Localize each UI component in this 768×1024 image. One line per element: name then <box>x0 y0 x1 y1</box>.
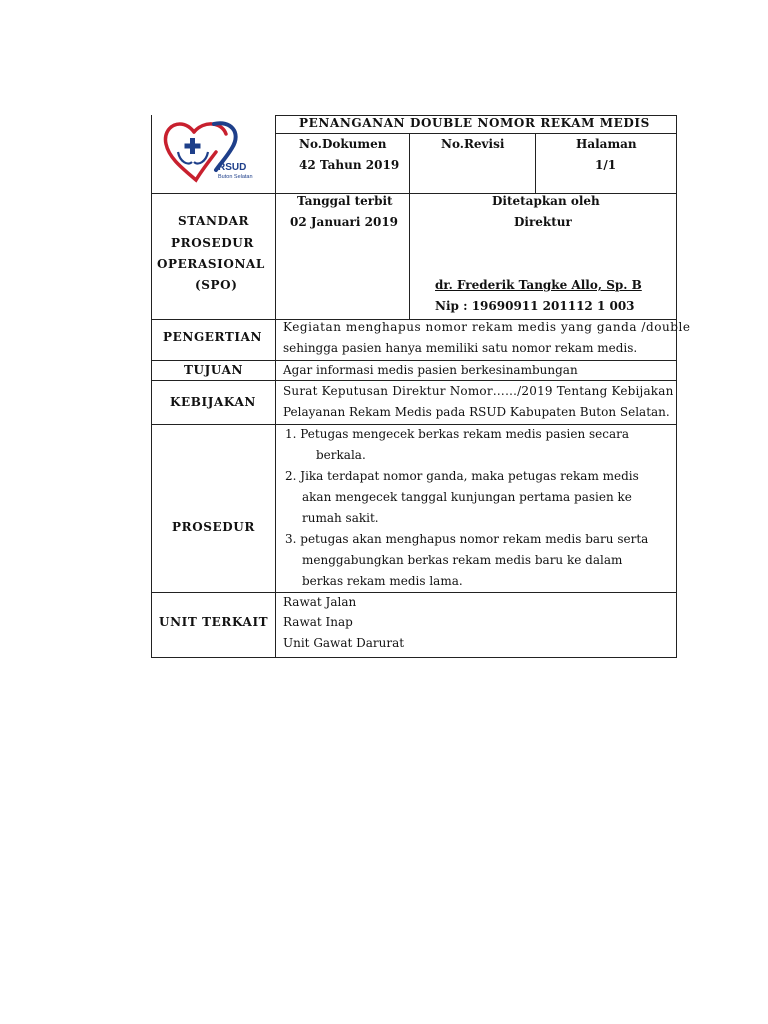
pengertian-bottom-divider <box>151 360 677 361</box>
tanggal-terbit-label: Tanggal terbit <box>297 194 393 208</box>
header-column-divider-1 <box>409 133 410 320</box>
halaman-label: Halaman <box>576 137 637 151</box>
spo-line-3: OPERASIONAL <box>157 257 265 271</box>
kebijakan-line-2: Pelayanan Rekam Medis pada RSUD Kabupaten Buton Selatan. <box>283 405 670 419</box>
tujuan-text: Agar informasi medis pasien berkesinambungan <box>283 363 578 377</box>
table-border-left <box>151 115 152 658</box>
no-dokumen-label: No.Dokumen <box>299 137 387 151</box>
cross-horizontal <box>185 144 201 149</box>
logo-rsud-text: RSUD <box>218 162 247 173</box>
prosedur-line-5: rumah sakit. <box>302 511 379 525</box>
hands-left <box>178 152 192 164</box>
logo-subtext: Buton Selatan <box>218 174 253 180</box>
signer-nip: Nip : 19690911 201112 1 003 <box>435 299 635 313</box>
tujuan-label: TUJUAN <box>184 363 244 377</box>
header-column-divider-2 <box>535 133 536 194</box>
signer-name: dr. Frederik Tangke Allo, Sp. B <box>435 278 642 292</box>
direktur-label: Direktur <box>514 215 572 229</box>
prosedur-line-7: menggabungkan berkas rekam medis baru ke dalam <box>302 553 623 567</box>
pengertian-line-2: sehingga pasien hanya memiliki satu nomor rekam medis. <box>283 341 638 355</box>
prosedur-line-1: 1. Petugas mengecek berkas rekam medis pasien secara <box>285 427 630 441</box>
kebijakan-label: KEBIJAKAN <box>170 395 256 409</box>
pengertian-label: PENGERTIAN <box>163 330 263 344</box>
header-title-divider <box>275 133 677 134</box>
ditetapkan-label: Ditetapkan oleh <box>492 194 600 208</box>
unit-terkait-label: UNIT TERKAIT <box>159 615 269 629</box>
prosedur-line-6: 3. petugas akan menghapus nomor rekam medis baru serta <box>285 532 649 546</box>
prosedur-label: PROSEDUR <box>172 520 255 534</box>
prosedur-line-8: berkas rekam medis lama. <box>302 574 463 588</box>
pengertian-line-1: Kegiatan menghapus nomor rekam medis yang ganda /double <box>283 320 691 334</box>
prosedur-line-4: akan mengecek tanggal kunjungan pertama pasien ke <box>302 490 632 504</box>
rsud-logo <box>160 118 272 190</box>
kebijakan-line-1: Surat Keputusan Direktur Nomor……/2019 Tentang Kebijakan <box>283 384 674 398</box>
tujuan-bottom-divider <box>151 380 677 381</box>
spo-line-4: (SPO) <box>195 278 238 292</box>
spo-line-1: STANDAR <box>178 214 250 228</box>
document-title: PENANGANAN DOUBLE NOMOR REKAM MEDIS <box>299 116 650 130</box>
prosedur-line-3: 2. Jika terdapat nomor ganda, maka petugas rekam medis <box>285 469 639 483</box>
unit-line-2: Rawat Inap <box>283 615 353 629</box>
prosedur-bottom-divider <box>151 592 677 593</box>
heart-outline-right <box>194 124 226 134</box>
tanggal-terbit-value: 02 Januari 2019 <box>290 215 399 229</box>
no-revisi-label: No.Revisi <box>441 137 505 151</box>
hands-right <box>194 152 208 164</box>
table-border-right <box>676 115 677 658</box>
kebijakan-bottom-divider <box>151 424 677 425</box>
spo-line-2: PROSEDUR <box>171 236 254 250</box>
prosedur-line-2: berkala. <box>316 448 366 462</box>
unit-line-1: Rawat Jalan <box>283 595 357 609</box>
table-border-bottom <box>151 657 677 658</box>
label-column-divider <box>275 115 276 658</box>
halaman-value: 1/1 <box>595 158 617 172</box>
no-dokumen-value: 42 Tahun 2019 <box>299 158 400 172</box>
unit-line-3: Unit Gawat Darurat <box>283 636 405 650</box>
